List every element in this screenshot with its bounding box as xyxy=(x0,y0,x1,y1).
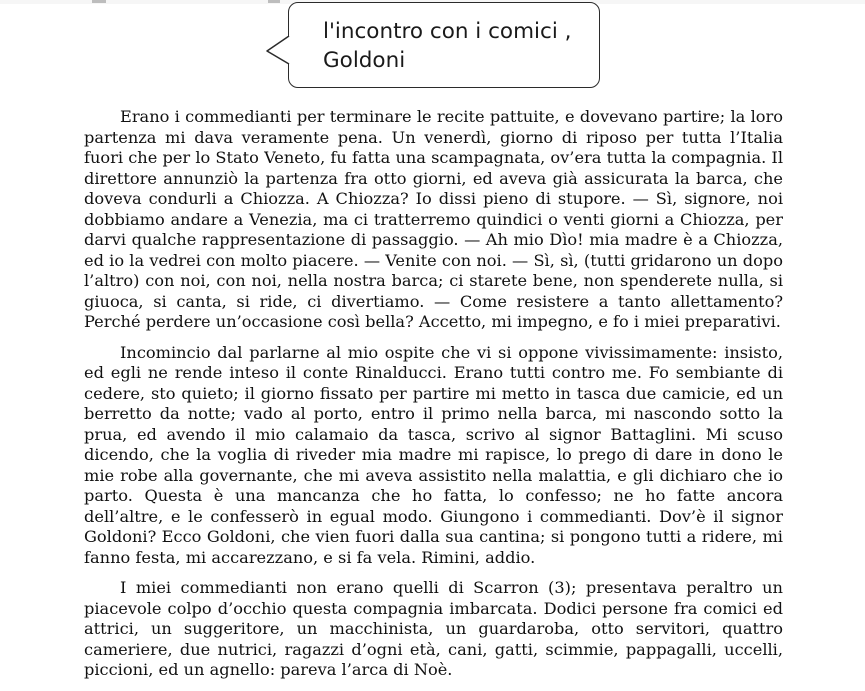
top-edge-mark xyxy=(92,0,106,3)
paragraph: I miei commedianti non erano quelli di Scarron (3); presentava peraltro un piacevole colpo d’occhio questa compagnia imbarcata. Dodici persone fra comici ed attrici, un suggeritore, un macchinista, un guardaroba, otto servitori, quattro cameriere, due nutrici, ragazzi d’ogni età, cani, gatti, scimmie, pappagalli, uccelli, piccioni, ed un agnello: pareva l’arca di Noè. xyxy=(84,578,783,679)
callout-tail xyxy=(266,36,296,66)
paragraph: Erano i commedianti per terminare le recite pattuite, e dovevano partire; la loro partenza mi dava veramente pena. Un venerdì, giorno di riposo per tutta l’Italia fuori che per lo Stato Veneto, fu fatta una scampagnata, ov’era tutta la compagnia. Il direttore annunziò la partenza fra otto giorni, ed aveva già assicurata la barca, che doveva condurli a Chiozza. A Chiozza? Io dissi pieno di stupore. — Sì, signore, noi dobbiamo andare a Venezia, ma ci tratterremo quindici o venti giorni a Chiozza, per darvi qualche rappresentazione di passaggio. — Ah mio Dìo! mia madre è a Chiozza, ed io la vedrei con molto piacere. — Venite con noi. — Sì, sì, (tutti gridarono un dopo l’altro) con noi, con noi, nella nostra barca; ci starete bene, non spenderete nulla, si giuoca, si canta, si ride, ci divertiamo. — Come resistere a tanto allettamento? Perché perdere un’occasione così bella? Accetto, mi impegno, e fo i miei preparativi. xyxy=(84,107,783,331)
paragraph: Incomincio dal parlarne al mio ospite che vi si oppone vivissimamente: insisto, ed egli ne rende inteso il conte Rinalducci. Erano tutti contro me. Fo sembiante di cedere, sto quieto; il giorno fissato per partire mi metto in tasca due camicie, ed un berretto da notte; vado al porto, entro il primo nella barca, mi nascondo sotto la prua, ed avendo il mio calamaio da tasca, scrivo al signor Battaglini. Mi scuso dicendo, che la voglia di riveder mia madre mi rapisce, lo prego di dare in dono le mie robe alla governante, che mi aveva assistito nella malattia, e gli dichiaro che io parto. Questa è una mancanza che ho fatta, lo confesso; ne ho fatte ancora dell’altre, e le confesserò in egual modo. Giungono i commedianti. Dov’è il signor Goldoni? Ecco Goldoni, che vien fuori dalla sua cantina; si pongono tutti a ridere, mi fanno festa, mi accarezzano, e si fa vela. Rimini, addio. xyxy=(84,342,783,567)
top-edge-mark xyxy=(268,0,280,3)
annotation-text: l'incontro con i comici , Goldoni xyxy=(323,19,572,73)
book-page xyxy=(84,107,783,691)
annotation-callout xyxy=(288,2,600,88)
